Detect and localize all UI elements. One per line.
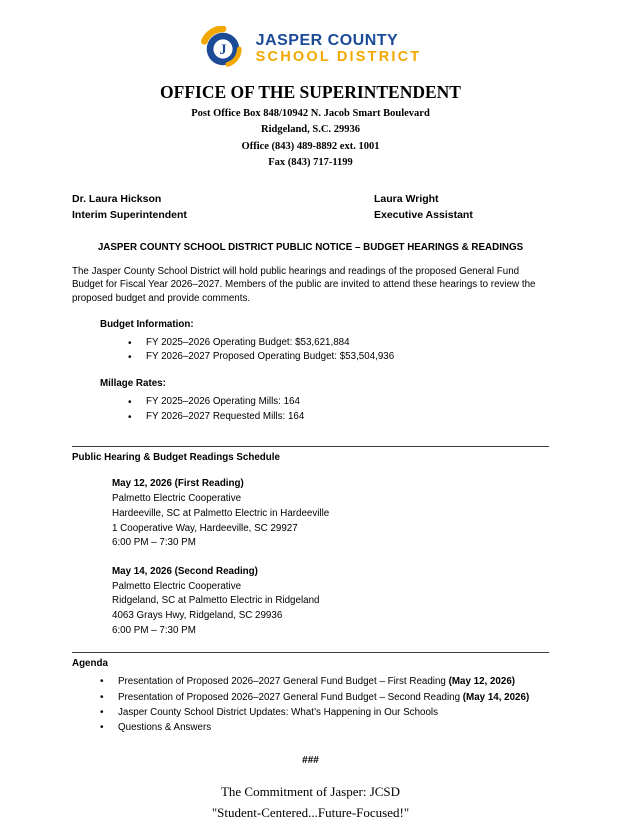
event-venue: Palmetto Electric Cooperative — [112, 493, 242, 505]
millage-list — [128, 395, 549, 424]
agenda-section — [72, 652, 549, 735]
millage-item: • FY 2026–2027 Requested Mills: 164 — [128, 410, 549, 425]
agenda-item: • Presentation of Proposed 2026–2027 General Fund Budget – Second Reading (May 14, 2026) — [100, 690, 549, 705]
event-time: 6:00 PM – 7:30 PM — [112, 537, 196, 549]
letterhead-address-block — [72, 106, 549, 171]
event-venue: Palmetto Electric Cooperative — [112, 580, 242, 592]
schedule-section — [72, 446, 549, 638]
event-title: May 12, 2026 (First Reading) — [112, 478, 244, 490]
address-line-2: Ridgeland, S.C. 29936 — [261, 124, 360, 136]
event-location: Hardeeville, SC at Palmetto Electric in Hardeeville — [112, 507, 330, 519]
notice-title: JASPER COUNTY SCHOOL DISTRICT PUBLIC NOTICE – BUDGET HEARINGS & READINGS — [97, 241, 524, 253]
logo-wordmark — [256, 33, 422, 65]
budget-info-heading: Budget Information: — [100, 318, 194, 330]
millage-heading: Millage Rates: — [100, 378, 166, 390]
event-title: May 14, 2026 (Second Reading) — [112, 565, 258, 577]
millage-item: • FY 2025–2026 Operating Mills: 164 — [128, 395, 549, 410]
schedule-heading: Public Hearing & Budget Readings Schedule — [72, 446, 549, 463]
logo-letter: J — [219, 41, 227, 58]
agenda-item: • Presentation of Proposed 2026–2027 General Fund Budget – First Reading (May 12, 2026) — [100, 674, 549, 689]
agenda-item: • Questions & Answers — [100, 720, 549, 735]
district-logo-icon — [200, 26, 246, 72]
event-time: 6:00 PM – 7:30 PM — [112, 624, 196, 636]
office-phone: Office (843) 489-8892 ext. 1001 — [241, 140, 380, 152]
budget-info-item: • FY 2026–2027 Proposed Operating Budget: $53,504,936 — [128, 350, 549, 365]
event-location: Ridgeland, SC at Palmetto Electric in Ridgeland — [112, 595, 320, 607]
assistant-name: Laura Wright — [374, 193, 439, 206]
contact-superintendent — [72, 191, 374, 224]
agenda-item: • Jasper County School District Updates: What’s Happening in Our Schools — [100, 705, 549, 720]
office-fax: Fax (843) 717-1199 — [268, 156, 353, 168]
event-address: 1 Cooperative Way, Hardeeville, SC 29927 — [112, 522, 298, 534]
logo-line-county: JASPER COUNTY — [255, 31, 399, 49]
superintendent-name: Dr. Laura Hickson — [72, 193, 162, 206]
commitment-block — [72, 782, 549, 824]
agenda-heading: Agenda — [72, 652, 549, 669]
superintendent-title: Interim Superintendent — [72, 209, 187, 222]
assistant-title: Executive Assistant — [374, 209, 473, 222]
schedule-event-first-reading — [112, 477, 549, 550]
commitment-line-1: The Commitment of Jasper: JCSD — [220, 784, 401, 800]
contacts-row — [72, 191, 549, 224]
end-mark: ### — [302, 755, 319, 767]
agenda-list — [100, 674, 549, 735]
contact-assistant — [374, 191, 549, 224]
logo-line-district: SCHOOL DISTRICT — [255, 48, 422, 65]
intro-paragraph: The Jasper County School District will hold public hearings and readings of the proposed General Fund Budget for Fiscal Year 2026–2027. Members of the public are invited to attend these hearings to review the proposed budget and provide comments. — [72, 265, 536, 304]
event-address: 4063 Grays Hwy, Ridgeland, SC 29936 — [112, 609, 283, 621]
district-logo — [72, 26, 549, 72]
budget-info-item: • FY 2025–2026 Operating Budget: $53,621,884 — [128, 336, 549, 351]
schedule-event-second-reading — [112, 565, 549, 638]
budget-info-list — [128, 336, 549, 365]
address-line-1: Post Office Box 848/10942 N. Jacob Smart Boulevard — [191, 108, 430, 119]
commitment-line-2: "Student-Centered...Future-Focused!" — [211, 804, 410, 820]
office-title: OFFICE OF THE SUPERINTENDENT — [160, 82, 461, 102]
